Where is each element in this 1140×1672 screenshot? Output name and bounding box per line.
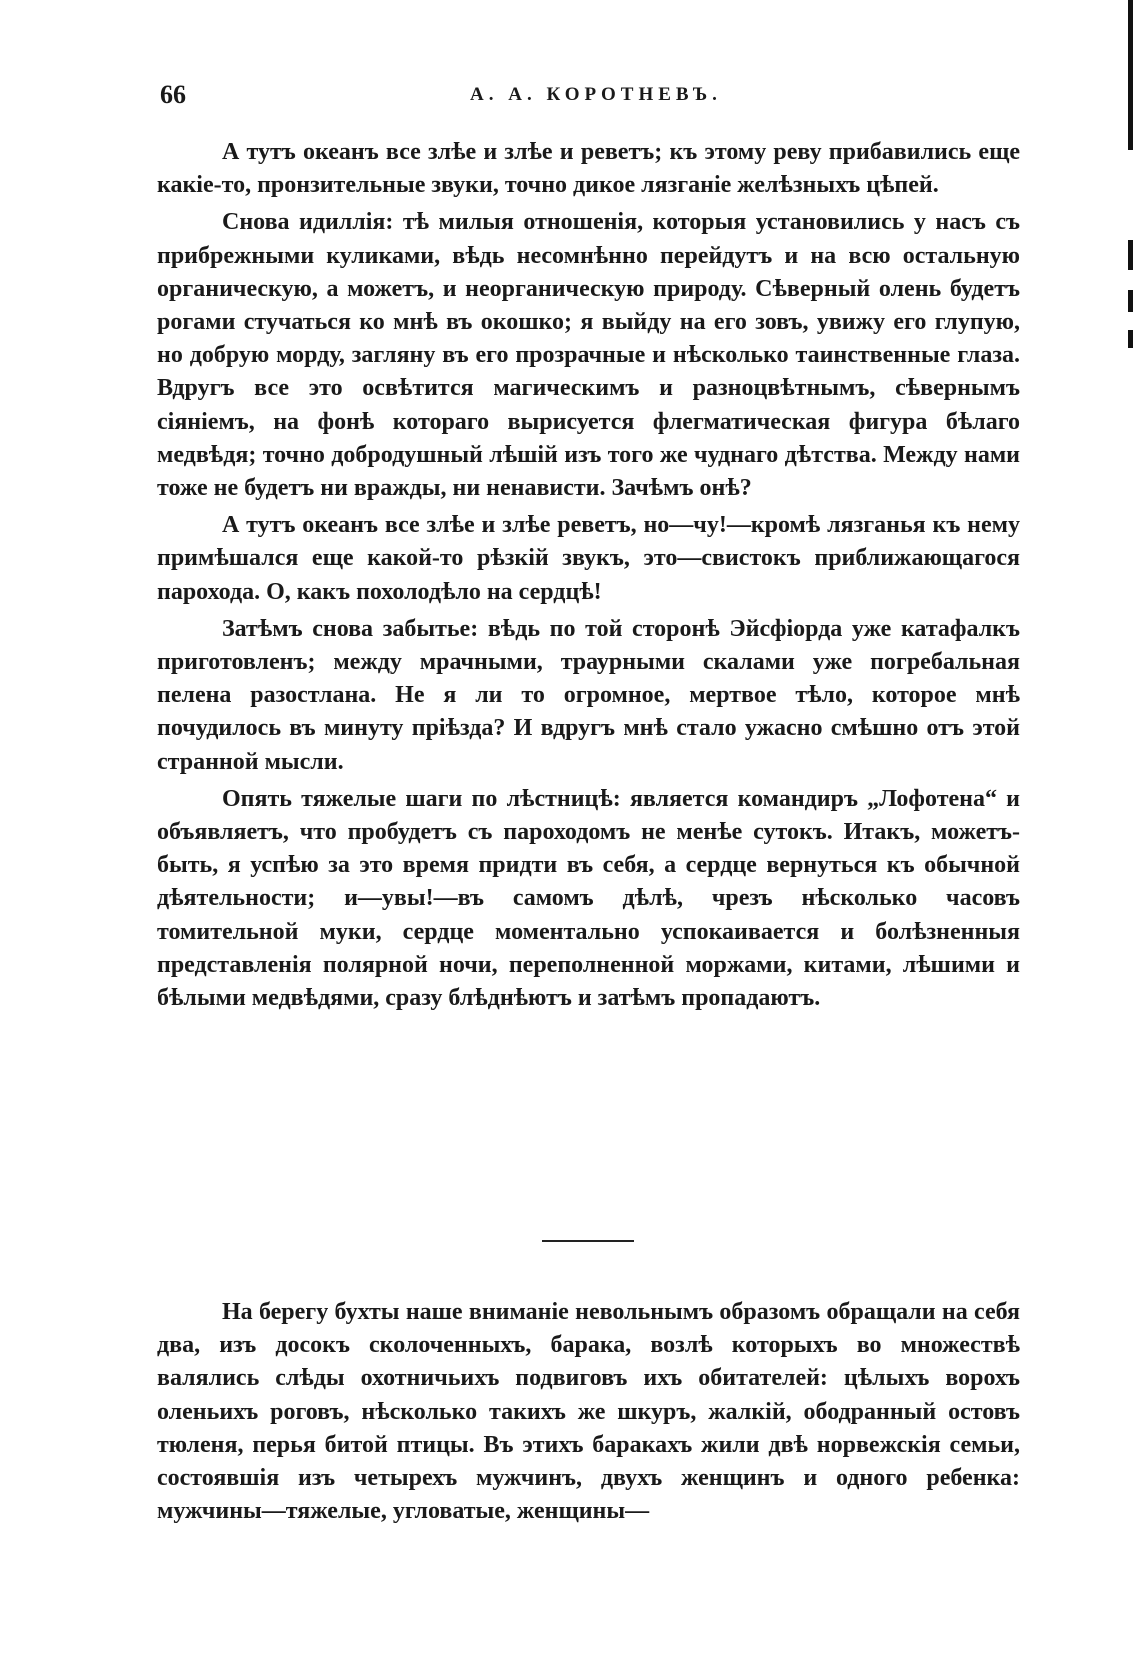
- paragraph: Затѣмъ снова забытье: вѣдь по той сторонѣ Эйсфіорда уже катафалкъ приготовленъ; между мрачными, траурными скалами уже погребальная пелена разостлана. Не я ли то огромное, мертвое тѣло, которое мнѣ почудилось въ минуту пріѣзда? И вдругъ мнѣ стало ужасно смѣшно отъ этой странной мысли.: [157, 615, 1020, 775]
- paragraph: На берегу бухты наше вниманіе невольнымъ образомъ обращали на себя два, изъ досокъ сколоченныхъ, барака, возлѣ которыхъ во множествѣ валялись слѣды охотничьихъ подвиговъ ихъ обитателей: цѣлыхъ ворохъ оленьихъ роговъ, нѣсколько такихъ же шкуръ, жалкій, ободранный остовъ тюленя, перья битой птицы. Въ этихъ баракахъ жили двѣ норвежскія семьи, состоявшія изъ четырехъ мужчинъ, двухъ женщинъ и одного ребенка: мужчины—тяжелые, угловатые, женщины—: [157, 1299, 1020, 1525]
- running-head: А. А. КОРОТНЕВЪ.: [470, 84, 722, 105]
- section-divider: [542, 1240, 634, 1242]
- section-1-text: [157, 136, 1020, 1019]
- paragraph: А тутъ океанъ все злѣе и злѣе реветъ, но—чу!—кромѣ лязганья къ нему примѣшался еще какой-то рѣзкій звукъ, это—свистокъ приближающагося парохода. О, какъ похолодѣло на сердцѣ!: [157, 512, 1020, 605]
- section-2-text: [157, 1296, 1020, 1532]
- paragraph: Снова идиллія: тѣ милыя отношенія, которыя установились у насъ съ прибрежными куликами, вѣдь несомнѣнно перейдутъ и на всю остальную органическую, а можетъ, и неорганическую природу. Сѣверный олень будетъ рогами стучаться ко мнѣ въ окошко; я выйду на его зовъ, увижу его глупую, но добрую морду, загляну въ его прозрачные и нѣсколько таинственные глаза. Вдругъ все это освѣтится магическимъ и разноцвѣтнымъ, сѣвернымъ сіяніемъ, на фонѣ котораго вырисуется флегматическая фигура бѣлаго медвѣдя; точно добродушный лѣшій изъ того же чуднаго дѣтства. Между нами тоже не будетъ ни вражды, ни ненависти. Зачѣмъ онѣ?: [157, 209, 1020, 502]
- paragraph: А тутъ океанъ все злѣе и злѣе и реветъ; къ этому реву прибавились еще какіе-то, пронзительные звуки, точно дикое лязганіе желѣзныхъ цѣпей.: [157, 139, 1020, 199]
- page-number: 66: [160, 80, 186, 109]
- paragraph: Опять тяжелые шаги по лѣстницѣ: является командиръ „Лофотена“ и объявляетъ, что пробудетъ съ пароходомъ не менѣе сутокъ. Итакъ, можетъ-быть, я успѣю за это время придти въ себя, а сердце вернуться къ обычной дѣятельности; и—увы!—въ самомъ дѣлѣ, чрезъ нѣсколько часовъ томительной муки, сердце моментально успокаивается и болѣзненныя представленія полярной ночи, переполненной моржами, китами, лѣшими и бѣлыми медвѣдями, сразу блѣднѣютъ и затѣмъ пропадаютъ.: [157, 785, 1020, 1012]
- scan-edge-marks: [1128, 0, 1133, 1672]
